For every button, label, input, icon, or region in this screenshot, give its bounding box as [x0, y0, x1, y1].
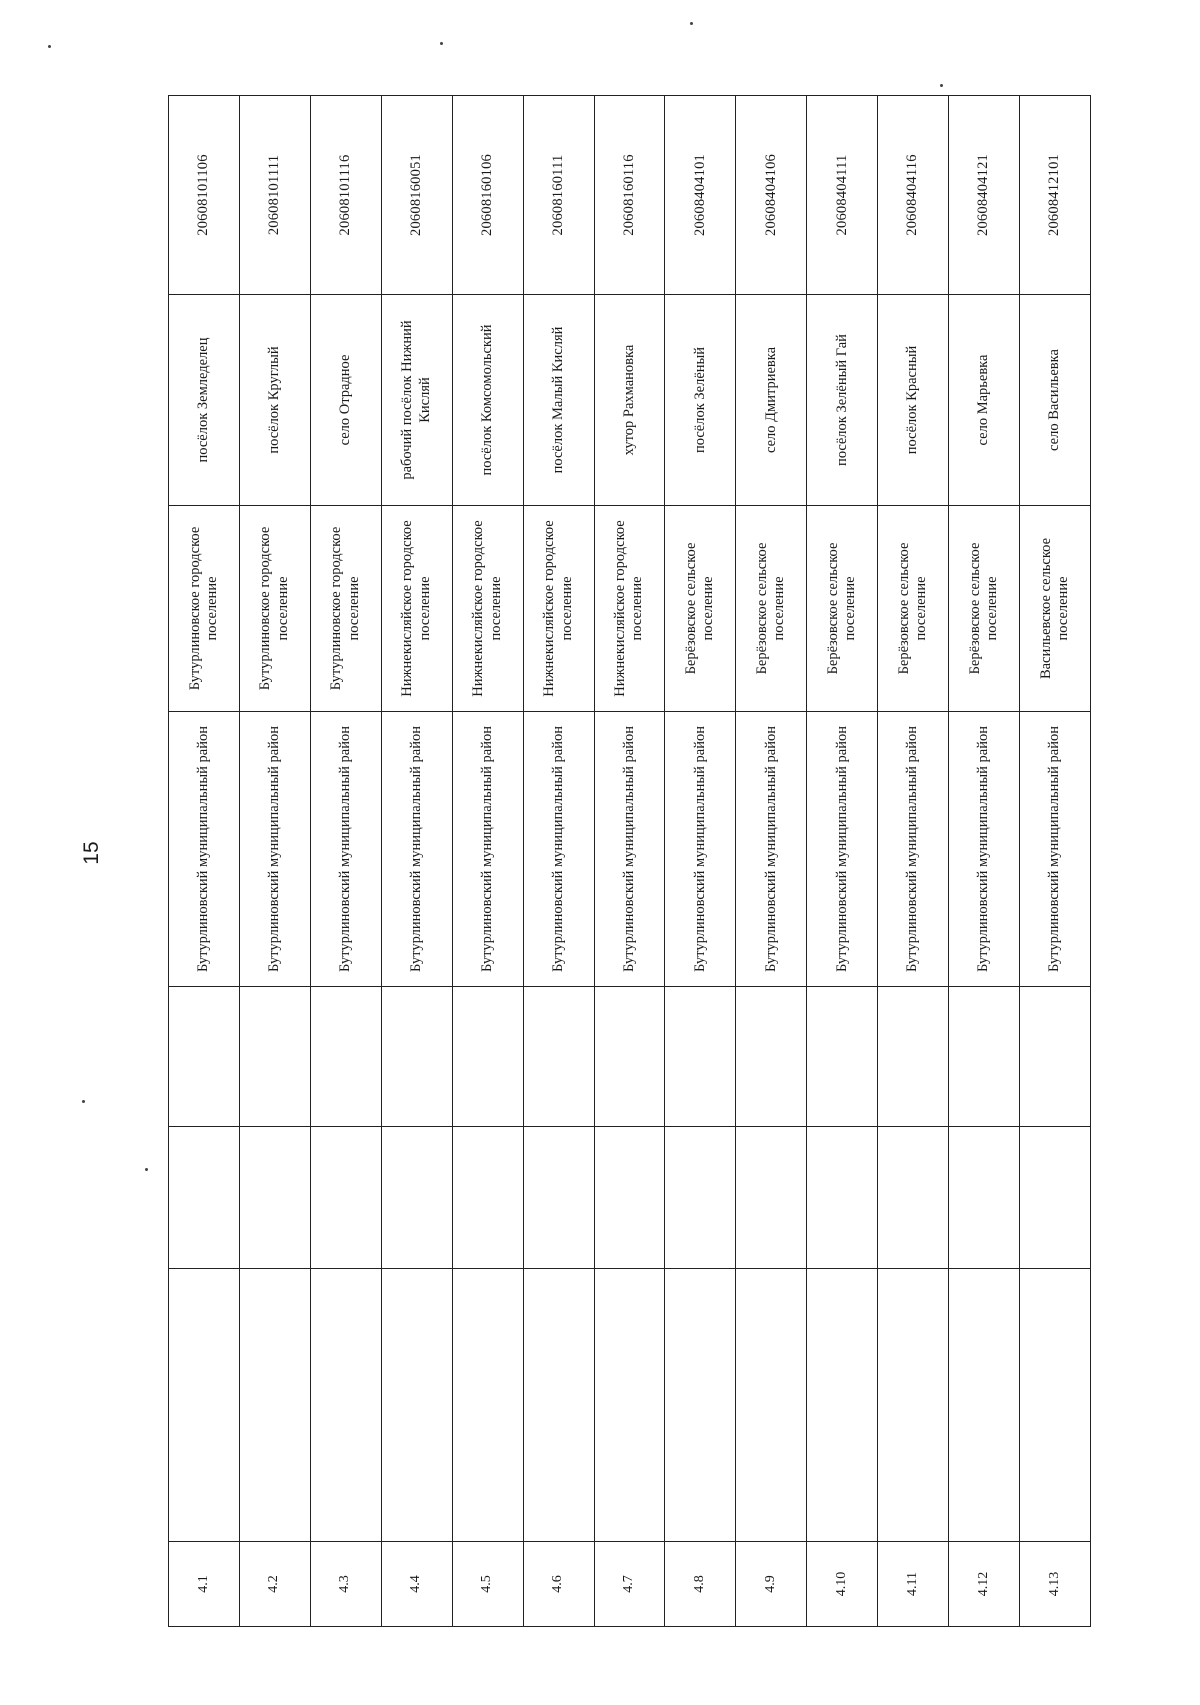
empty-cell: [310, 1127, 381, 1269]
empty-cell: [239, 1269, 310, 1542]
oktmo-code-cell: 20608160111: [523, 96, 594, 295]
locality-cell: посёлок Зелёный: [665, 295, 736, 506]
locality-cell: село Отрадное: [310, 295, 381, 506]
table-row: [665, 96, 736, 1627]
oktmo-code-cell: 20608160106: [452, 96, 523, 295]
locality-cell: посёлок Красный: [878, 295, 949, 506]
district-cell: Бутурлиновский муниципальный район: [736, 712, 807, 987]
empty-cell: [239, 987, 310, 1127]
empty-cell: [452, 1127, 523, 1269]
empty-cell: [452, 1269, 523, 1542]
empty-cell: [523, 1269, 594, 1542]
scan-speck: [82, 1100, 85, 1103]
empty-cell: [736, 987, 807, 1127]
locality-cell: посёлок Земледелец: [169, 295, 240, 506]
empty-cell: [878, 1269, 949, 1542]
empty-cell: [949, 1269, 1020, 1542]
row-number-cell: 4.13: [1020, 1542, 1091, 1627]
table-row: [949, 96, 1020, 1627]
locality-cell: село Марьевка: [949, 295, 1020, 506]
empty-cell: [807, 1127, 878, 1269]
district-cell: Бутурлиновский муниципальный район: [878, 712, 949, 987]
empty-cell: [878, 987, 949, 1127]
row-number-cell: 4.8: [665, 1542, 736, 1627]
district-cell: Бутурлиновский муниципальный район: [807, 712, 878, 987]
empty-cell: [381, 987, 452, 1127]
district-cell: Бутурлиновский муниципальный район: [310, 712, 381, 987]
settlement-cell: Берёзовское сельское поселение: [736, 506, 807, 712]
settlement-cell: Берёзовское сельское поселение: [878, 506, 949, 712]
table-row: [878, 96, 949, 1627]
locality-cell: село Дмитриевка: [736, 295, 807, 506]
empty-cell: [523, 1127, 594, 1269]
scan-speck: [440, 42, 443, 45]
settlement-cell: Берёзовское сельское поселение: [949, 506, 1020, 712]
empty-cell: [523, 987, 594, 1127]
empty-cell: [169, 1127, 240, 1269]
settlement-cell: Нижнекисляйское городское поселение: [594, 506, 665, 712]
row-number-cell: 4.2: [239, 1542, 310, 1627]
row-number-cell: 4.3: [310, 1542, 381, 1627]
settlement-cell: Бутурлиновское городское поселение: [310, 506, 381, 712]
row-number-cell: 4.10: [807, 1542, 878, 1627]
empty-cell: [665, 1269, 736, 1542]
locality-cell: хутор Рахмановка: [594, 295, 665, 506]
empty-cell: [169, 1269, 240, 1542]
table-row: [239, 96, 310, 1627]
district-cell: Бутурлиновский муниципальный район: [949, 712, 1020, 987]
district-cell: Бутурлиновский муниципальный район: [523, 712, 594, 987]
table-row: [1020, 96, 1091, 1627]
empty-cell: [1020, 987, 1091, 1127]
settlement-cell: Васильевское сельское поселение: [1020, 506, 1091, 712]
oktmo-code-cell: 20608412101: [1020, 96, 1091, 295]
district-cell: Бутурлиновский муниципальный район: [452, 712, 523, 987]
empty-cell: [949, 1127, 1020, 1269]
row-number-cell: 4.9: [736, 1542, 807, 1627]
empty-cell: [381, 1269, 452, 1542]
empty-cell: [452, 987, 523, 1127]
empty-cell: [594, 987, 665, 1127]
page-number: 15: [80, 841, 103, 865]
table-row: [381, 96, 452, 1627]
oktmo-code-cell: 20608404101: [665, 96, 736, 295]
row-number-cell: 4.7: [594, 1542, 665, 1627]
row-number-cell: 4.4: [381, 1542, 452, 1627]
oktmo-code-cell: 20608101106: [169, 96, 240, 295]
empty-cell: [736, 1127, 807, 1269]
empty-cell: [1020, 1269, 1091, 1542]
settlement-cell: Нижнекисляйское городское поселение: [452, 506, 523, 712]
table-row: [310, 96, 381, 1627]
locality-cell: посёлок Зелёный Гай: [807, 295, 878, 506]
table-body: [169, 96, 1091, 1627]
empty-cell: [1020, 1127, 1091, 1269]
district-cell: Бутурлиновский муниципальный район: [594, 712, 665, 987]
empty-cell: [807, 987, 878, 1127]
empty-cell: [665, 987, 736, 1127]
registry-table-wrapper: [168, 96, 1091, 1627]
empty-cell: [949, 987, 1020, 1127]
row-number-cell: 4.12: [949, 1542, 1020, 1627]
locality-cell: село Васильевка: [1020, 295, 1091, 506]
oktmo-code-cell: 20608404121: [949, 96, 1020, 295]
settlement-cell: Нижнекисляйское городское поселение: [523, 506, 594, 712]
empty-cell: [878, 1127, 949, 1269]
empty-cell: [594, 1269, 665, 1542]
district-cell: Бутурлиновский муниципальный район: [1020, 712, 1091, 987]
settlement-cell: Нижнекисляйское городское поселение: [381, 506, 452, 712]
table-row: [452, 96, 523, 1627]
district-cell: Бутурлиновский муниципальный район: [169, 712, 240, 987]
settlement-cell: Бутурлиновское городское поселение: [239, 506, 310, 712]
scan-speck: [48, 45, 51, 48]
district-cell: Бутурлиновский муниципальный район: [239, 712, 310, 987]
empty-cell: [736, 1269, 807, 1542]
oktmo-code-cell: 20608160116: [594, 96, 665, 295]
settlement-cell: Берёзовское сельское поселение: [807, 506, 878, 712]
oktmo-code-cell: 20608404111: [807, 96, 878, 295]
locality-cell: посёлок Круглый: [239, 295, 310, 506]
row-number-cell: 4.11: [878, 1542, 949, 1627]
row-number-cell: 4.5: [452, 1542, 523, 1627]
table-row: [523, 96, 594, 1627]
empty-cell: [169, 987, 240, 1127]
empty-cell: [594, 1127, 665, 1269]
district-cell: Бутурлиновский муниципальный район: [665, 712, 736, 987]
oktmo-code-cell: 20608101111: [239, 96, 310, 295]
table-row: [594, 96, 665, 1627]
table-row: [807, 96, 878, 1627]
registry-table: [168, 95, 1091, 1627]
district-cell: Бутурлиновский муниципальный район: [381, 712, 452, 987]
scan-speck: [940, 84, 943, 87]
empty-cell: [807, 1269, 878, 1542]
settlement-cell: Берёзовское сельское поселение: [665, 506, 736, 712]
empty-cell: [239, 1127, 310, 1269]
table-row: [169, 96, 240, 1627]
locality-cell: посёлок Малый Кисляй: [523, 295, 594, 506]
oktmo-code-cell: 20608101116: [310, 96, 381, 295]
empty-cell: [381, 1127, 452, 1269]
oktmo-code-cell: 20608404116: [878, 96, 949, 295]
locality-cell: рабочий посёлок Нижний Кисляй: [381, 295, 452, 506]
scan-speck: [690, 22, 693, 25]
locality-cell: посёлок Комсомольский: [452, 295, 523, 506]
oktmo-code-cell: 20608160051: [381, 96, 452, 295]
settlement-cell: Бутурлиновское городское поселение: [169, 506, 240, 712]
oktmo-code-cell: 20608404106: [736, 96, 807, 295]
scan-speck: [145, 1168, 148, 1171]
table-row: [736, 96, 807, 1627]
row-number-cell: 4.6: [523, 1542, 594, 1627]
row-number-cell: 4.1: [169, 1542, 240, 1627]
empty-cell: [665, 1127, 736, 1269]
empty-cell: [310, 987, 381, 1127]
empty-cell: [310, 1269, 381, 1542]
